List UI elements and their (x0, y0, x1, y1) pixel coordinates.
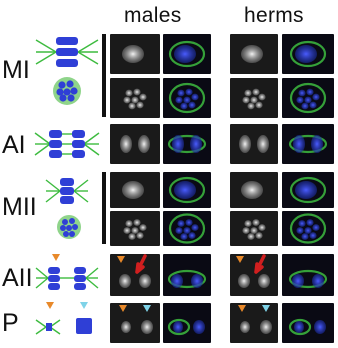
chromatin-blob-left (119, 274, 131, 288)
chromatin-blob-left (294, 321, 304, 333)
micrograph-mi-side-male-merge (163, 34, 211, 74)
chromatin-blob-left (120, 135, 132, 153)
micrograph-mi-side-herm-dna (230, 34, 278, 74)
chromosome-dot (191, 224, 198, 231)
chromosome-dot (123, 97, 130, 104)
chromatin-blob-left (293, 135, 305, 153)
red-arrow-icon (256, 256, 264, 272)
chromosome-dot (131, 227, 138, 234)
micrograph-aii-herm-dna (230, 254, 278, 296)
cyan-arrowhead-icon (262, 305, 270, 312)
chromosome-dot (191, 94, 198, 101)
chromatin-blob-left (121, 321, 131, 333)
anaphase-ii-icon (32, 252, 102, 296)
chromosome-dot (175, 97, 182, 104)
chromosome-dot (298, 220, 305, 227)
chromatin-blob-right (193, 320, 205, 334)
micrograph-mi-end-herm-dna (230, 78, 278, 118)
chromosome-dot (183, 227, 190, 234)
chromatin-blob-right (312, 274, 324, 288)
micrograph-mii-side-male-merge (163, 172, 211, 208)
anaphase-i-icon (32, 126, 102, 162)
chromosome-dot (255, 102, 262, 109)
chromosome-dot (133, 89, 140, 96)
chromosome-dot (301, 233, 308, 240)
chromosome-dot (306, 89, 313, 96)
chromatin-blob-right (190, 135, 202, 153)
chromatin-blob (241, 181, 263, 199)
chromosome-dot (301, 103, 308, 110)
chromosome-dot (139, 94, 146, 101)
chromosome-dot (183, 97, 190, 104)
orange-arrowhead-icon (236, 256, 244, 263)
chromosome-dot (131, 97, 138, 104)
micrograph-aii-herm-merge (282, 254, 334, 296)
chromosome-dot (242, 97, 249, 104)
micrograph-p-herm-dna (230, 303, 278, 343)
chromosome-dot (128, 233, 135, 240)
cyan-arrowhead-icon (143, 305, 151, 312)
chromatin-blob-right (139, 274, 151, 288)
chromosome-dot (304, 97, 311, 104)
chromosome-metaphase-end-icon (52, 76, 82, 106)
chromosome-dot (304, 227, 311, 234)
chromosome-dot (180, 103, 187, 110)
chromosome-metaphase-ii-end-icon (56, 214, 82, 240)
chromosome-dot (250, 97, 257, 104)
chromatin-blob-right (257, 135, 269, 153)
chromatin-blob (174, 45, 196, 63)
chromosome-dot (247, 103, 254, 110)
chromosome-dot (125, 90, 132, 97)
chromatin-blob (122, 45, 144, 63)
chromatin-blob-right (141, 320, 153, 334)
chromatin-blob-left (171, 274, 183, 288)
chromatin-blob-right (258, 274, 270, 288)
micrograph-mii-end-herm-merge (282, 211, 334, 246)
chromosome-dot (133, 219, 140, 226)
chromosome-dot (175, 227, 182, 234)
chromosome-dot (252, 219, 259, 226)
micrograph-aii-male-merge (163, 254, 211, 296)
chromatin-blob-left (239, 135, 251, 153)
mii-bracket-bar (102, 172, 106, 244)
micrograph-ai-male-dna (110, 124, 160, 164)
chromatin-blob-left (238, 274, 250, 288)
micrograph-ai-herm-dna (230, 124, 278, 164)
chromosome-dot (309, 232, 316, 239)
micrograph-ai-herm-merge (282, 124, 334, 164)
orange-arrowhead-icon (117, 256, 125, 263)
chromosome-dot (296, 227, 303, 234)
chromosome-dot (185, 219, 192, 226)
chromosome-dot (136, 232, 143, 239)
chromosome-dot (247, 233, 254, 240)
chromatin-blob (122, 181, 144, 199)
chromosome-dot (298, 90, 305, 97)
red-arrow-icon (137, 256, 145, 272)
column-header-herms: herms (244, 4, 304, 27)
chromosome-dot (306, 219, 313, 226)
micrograph-p-male-merge (163, 303, 211, 343)
chromosome-dot (136, 102, 143, 109)
mi-bracket-bar (102, 34, 106, 117)
column-header-males: males (124, 4, 182, 27)
micrograph-mi-side-herm-merge (282, 34, 334, 74)
chromosome-dot (123, 227, 130, 234)
chromosome-dot (250, 227, 257, 234)
chromosome-dot (188, 232, 195, 239)
chromatin-blob-right (314, 320, 326, 334)
micrograph-ai-male-merge (163, 124, 211, 164)
micrograph-mii-end-male-dna (110, 211, 160, 246)
chromosome-metaphase-side-icon (32, 34, 102, 70)
chromosome-dot (180, 233, 187, 240)
chromatin-blob-left (172, 135, 184, 153)
chromosome-dot (312, 224, 319, 231)
chromatin-blob (174, 181, 196, 199)
chromatin-blob-left (240, 321, 250, 333)
chromosome-dot (312, 94, 319, 101)
chromatin-blob-left (173, 321, 183, 333)
micrograph-mii-side-herm-dna (230, 172, 278, 208)
chromosome-dot (177, 90, 184, 97)
stage-label-mi: MI (2, 56, 30, 84)
chromatin-blob (295, 45, 317, 63)
micrograph-aii-male-dna (110, 254, 160, 296)
micrograph-mi-side-male-dna (110, 34, 160, 74)
micrograph-mii-side-male-dna (110, 172, 160, 208)
chromosome-dot (244, 90, 251, 97)
chromosome-dot (258, 94, 265, 101)
chromosome-dot (296, 97, 303, 104)
micrograph-mii-end-herm-dna (230, 211, 278, 246)
micrograph-p-herm-merge (282, 303, 334, 343)
chromosome-dot (255, 232, 262, 239)
chromatin-blob-left (292, 274, 304, 288)
orange-arrowhead-icon (238, 305, 246, 312)
chromosome-dot (185, 89, 192, 96)
chromatin-blob-right (260, 320, 272, 334)
orange-arrowhead-icon (119, 305, 127, 312)
stage-label-p: P (2, 309, 19, 337)
chromosome-dot (309, 102, 316, 109)
micrograph-mi-end-male-dna (110, 78, 160, 118)
stage-label-ai: AI (2, 131, 26, 159)
micrograph-mii-end-male-merge (163, 211, 211, 246)
micrograph-mi-end-herm-merge (282, 78, 334, 118)
chromosome-dot (177, 220, 184, 227)
chromosome-dot (242, 227, 249, 234)
polar-body-icon (32, 300, 102, 344)
chromosome-metaphase-ii-side-icon (32, 176, 102, 206)
micrograph-p-male-dna (110, 303, 160, 343)
chromatin-blob-right (191, 274, 203, 288)
chromosome-dot (188, 102, 195, 109)
micrograph-mii-side-herm-merge (282, 172, 334, 208)
chromatin-blob-right (138, 135, 150, 153)
chromosome-dot (252, 89, 259, 96)
chromatin-blob (241, 45, 263, 63)
stage-label-aii: AII (2, 264, 33, 292)
chromosome-dot (128, 103, 135, 110)
chromosome-dot (139, 224, 146, 231)
chromatin-blob (295, 181, 317, 199)
chromosome-dot (244, 220, 251, 227)
chromosome-dot (258, 224, 265, 231)
micrograph-mi-end-male-merge (163, 78, 211, 118)
stage-label-mii: MII (2, 193, 37, 221)
chromosome-dot (125, 220, 132, 227)
chromatin-blob-right (311, 135, 323, 153)
